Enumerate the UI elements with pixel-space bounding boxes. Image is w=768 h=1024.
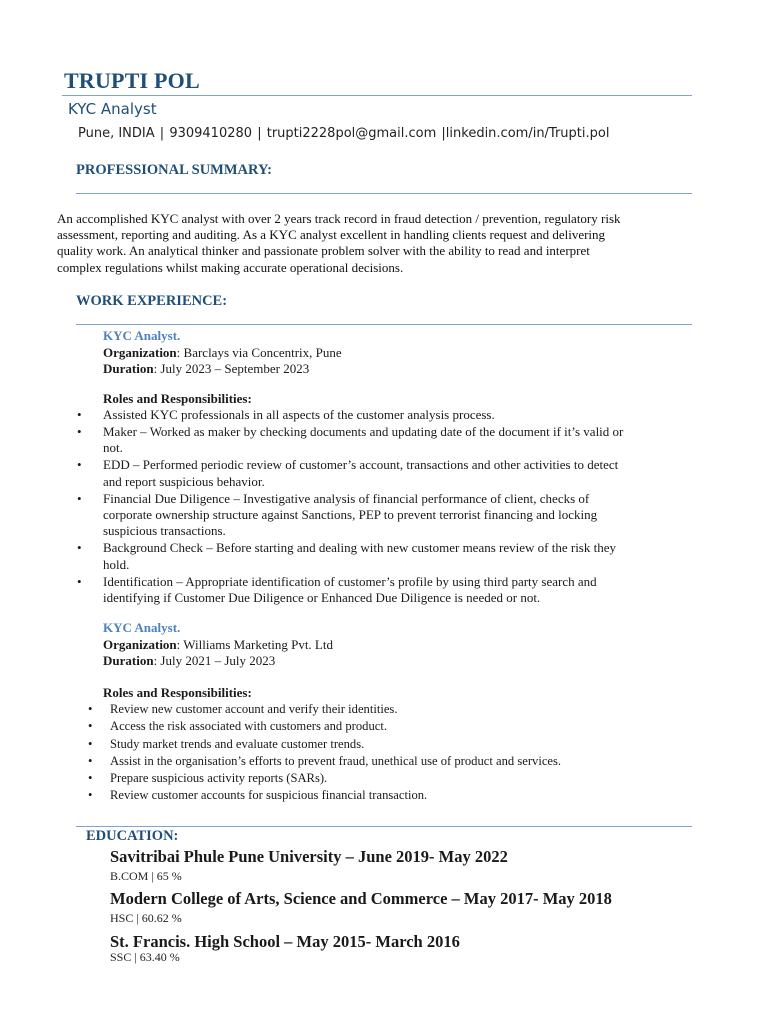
list-item (88, 701, 690, 718)
contact-separator: | (159, 126, 165, 141)
education-school: St. Francis. High School – May 2015- March 2016 (110, 932, 460, 951)
list-item-line: Maker – Worked as maker by checking documents and updating date of the document if it’s valid or (103, 423, 624, 439)
list-item-line: EDD – Performed periodic review of customer’s account, transactions and other activities to detect (103, 457, 619, 473)
education-school: Savitribai Phule Pune University – June 2019- May 2022 (110, 847, 508, 866)
summary-divider (76, 193, 692, 194)
summary-line: assessment, reporting and auditing. As a KYC analyst excellent in handling clients request and delivering (57, 227, 606, 243)
bullet-icon: • (88, 771, 93, 786)
list-item-line: identifying if Customer Due Diligence or Enhanced Due Diligence is needed or not. (103, 589, 541, 605)
contact-email[interactable]: trupti2228pol@gmail.com (266, 126, 437, 141)
bullet-icon: • (88, 788, 93, 803)
list-item (88, 753, 690, 770)
list-item-line: hold. (103, 556, 130, 572)
bullet-icon: • (88, 753, 93, 768)
contact-separator: | (441, 126, 446, 141)
bullet-icon: • (88, 736, 93, 751)
list-item-line: Background Check – Before starting and dealing with new customer means review of the risk they (103, 540, 616, 556)
list-item (77, 540, 693, 573)
list-item-line: Assisted KYC professionals in all aspects of the customer analysis process. (103, 407, 495, 422)
bullet-icon: • (77, 540, 82, 556)
experience-heading: WORK EXPERIENCE: (76, 293, 228, 309)
job-title: KYC Analyst (68, 100, 157, 118)
duration-label: Duration (103, 361, 154, 376)
list-item (77, 490, 693, 540)
list-item-text: Study market trends and evaluate customer trends. (110, 736, 365, 751)
bullet-icon: • (77, 457, 82, 473)
contact-phone: 9309410280 (169, 126, 253, 141)
education-grade: B.COM | 65 % (110, 869, 182, 883)
job-1-organization (103, 345, 342, 361)
job-2-roles-heading: Roles and Responsibilities: (103, 685, 252, 700)
job-1-roles-heading: Roles and Responsibilities: (103, 391, 252, 406)
contact-line (78, 126, 609, 141)
list-item-text: Review new customer account and verify their identities. (110, 702, 398, 716)
list-item (88, 770, 690, 787)
bullet-icon: • (88, 702, 93, 716)
header-divider (62, 95, 692, 96)
summary-text (57, 211, 677, 276)
list-item (77, 457, 693, 490)
job-2-organization (103, 637, 333, 653)
job-1-duration (103, 361, 309, 377)
contact-linkedin[interactable]: linkedin.com/in/Trupti.pol (445, 126, 610, 141)
list-item (77, 573, 693, 607)
list-item-text: Prepare suspicious activity reports (SARs). (110, 771, 328, 786)
organization-label: Organization (103, 637, 177, 652)
summary-heading: PROFESSIONAL SUMMARY: (76, 162, 272, 178)
job-1-title: KYC Analyst. (103, 328, 181, 343)
education-heading: EDUCATION: (86, 828, 179, 844)
job-1-roles-list (77, 407, 693, 607)
education-grade: SSC | 63.40 % (110, 950, 180, 964)
summary-line: An accomplished KYC analyst with over 2 years track record in fraud detection / prevention, regulatory risk (57, 211, 621, 226)
duration-label: Duration (103, 653, 154, 668)
bullet-icon: • (77, 573, 82, 589)
experience-divider (76, 324, 692, 325)
job-2-title: KYC Analyst. (103, 620, 181, 635)
list-item-line: and report suspicious behavior. (103, 473, 265, 489)
list-item-line: suspicious transactions. (103, 523, 226, 539)
organization-label: Organization (103, 345, 177, 360)
duration-value: : July 2023 – September 2023 (153, 361, 310, 376)
list-item (77, 407, 693, 423)
summary-line: complex regulations whilst making accurate operational decisions. (57, 259, 404, 275)
list-item-text: Assist in the organisation’s efforts to prevent fraud, unethical use of product and services. (110, 753, 562, 768)
job-2-duration (103, 653, 275, 669)
bullet-icon: • (77, 407, 82, 422)
list-item-line: Financial Due Diligence – Investigative analysis of financial performance of client, checks of (103, 490, 590, 506)
education-divider (76, 826, 692, 827)
contact-location: Pune, INDIA (78, 126, 155, 141)
list-item-line: corporate ownership structure against Sanctions, PEP to prevent terrorist financing and locking (103, 506, 598, 522)
organization-value: : Williams Marketing Pvt. Ltd (176, 637, 333, 652)
list-item-text: Review customer accounts for suspicious financial transaction. (110, 788, 428, 803)
bullet-icon: • (77, 490, 82, 506)
bullet-icon: • (88, 719, 93, 734)
list-item (88, 718, 690, 735)
job-2-roles-list (88, 701, 690, 805)
candidate-name: TRUPTI POL (64, 68, 200, 93)
list-item-text: Access the risk associated with customers and product. (110, 719, 387, 734)
duration-value: : July 2021 – July 2023 (153, 653, 276, 668)
list-item (88, 736, 690, 753)
summary-line: quality work. An analytical thinker and passionate problem solver with the ability to read and interpret (57, 243, 590, 259)
bullet-icon: • (77, 423, 82, 439)
list-item-line: Identification – Appropriate identification of customer’s profile by using third party search and (103, 573, 597, 589)
list-item (88, 787, 690, 804)
organization-value: : Barclays via Concentrix, Pune (176, 345, 342, 360)
education-grade: HSC | 60.62 % (110, 911, 182, 925)
list-item (77, 423, 693, 457)
contact-separator: | (257, 126, 262, 141)
list-item-line: not. (103, 440, 123, 456)
education-school: Modern College of Arts, Science and Commerce – May 2017- May 2018 (110, 889, 612, 908)
